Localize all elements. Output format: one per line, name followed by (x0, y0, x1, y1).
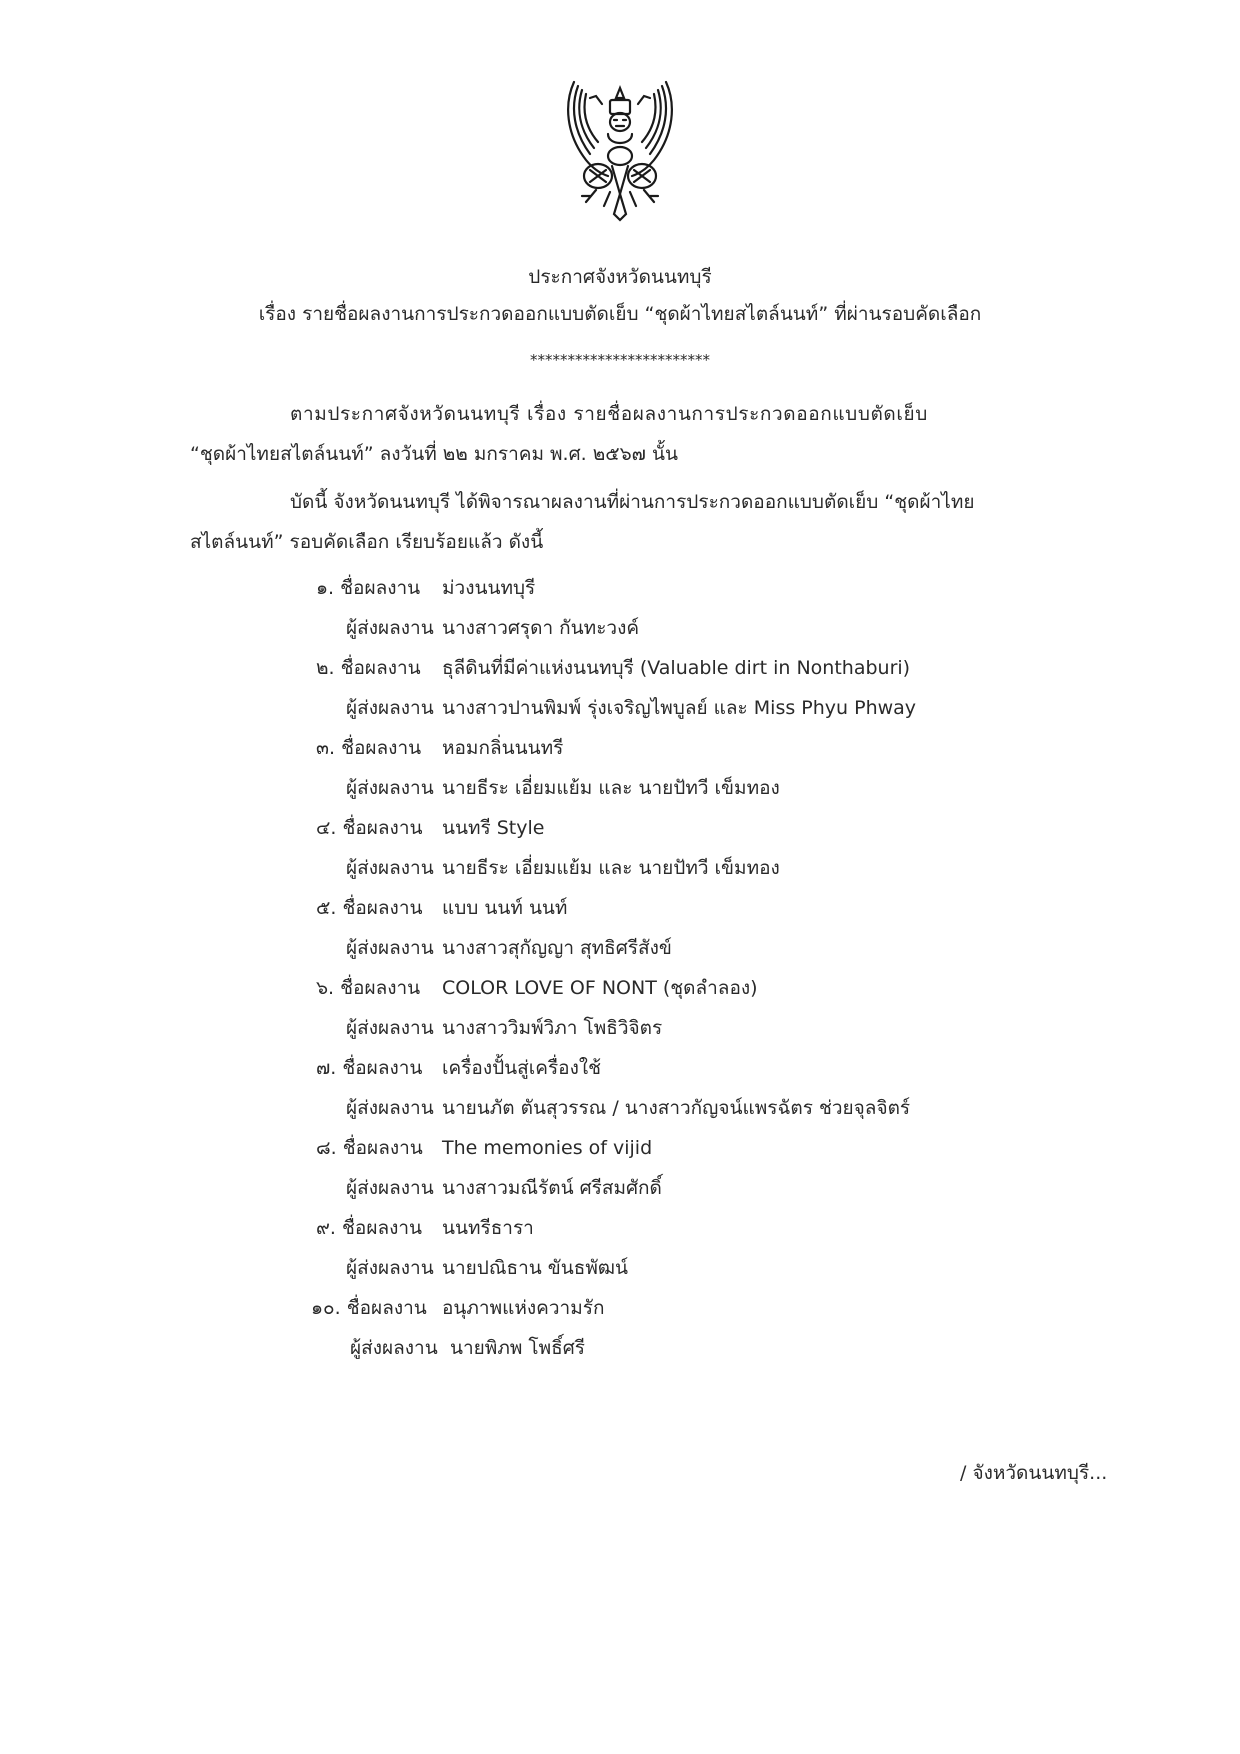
entry-submitter-name: นายพิภพ โพธิ์ศรี (450, 1337, 585, 1359)
submitter-label: ผู้ส่งผลงาน (350, 1337, 438, 1359)
entry-work-title: The memonies of vijid (442, 1137, 653, 1159)
entry-submitter-name: นายนภัต ตันสุวรรณ / นางสาวกัญจน์แพรฉัตร ช่วยจุลจิตร์ (442, 1097, 911, 1119)
submitter-label: ผู้ส่งผลงาน (346, 617, 434, 639)
entry-work-title: ม่วงนนทบุรี (442, 577, 536, 599)
entry-work-title: COLOR LOVE OF NONT (ชุดลำลอง) (442, 977, 758, 999)
entry-number-label: ๔. ชื่อผลงาน (316, 817, 423, 839)
entry-submitter-name: นายธีระ เอี่ยมแย้ม และ นายปัทวี เข็มทอง (442, 777, 780, 799)
entry-submitter-name: นางสาวปานพิมพ์ รุ่งเจริญไพบูลย์ และ Miss Phyu Phway (442, 697, 917, 719)
entry-work-title: แบบ นนท์ นนท์ (442, 897, 568, 919)
submitter-label: ผู้ส่งผลงาน (346, 1017, 434, 1039)
submitter-label: ผู้ส่งผลงาน (346, 1177, 434, 1199)
paragraph-result (190, 482, 1124, 562)
entry-number-label: ๙. ชื่อผลงาน (316, 1217, 423, 1239)
entry-work-title: นนทรี Style (442, 817, 545, 839)
entry-number-label: ๗. ชื่อผลงาน (316, 1057, 423, 1079)
submitter-label: ผู้ส่งผลงาน (346, 857, 434, 879)
entry-work-title: นนทรีธารา (442, 1217, 534, 1239)
entry-number-label: ๓. ชื่อผลงาน (316, 737, 422, 759)
separator: ************************ (530, 351, 710, 369)
submitter-label: ผู้ส่งผลงาน (346, 777, 434, 799)
entry-submitter-name: นางสาวมณีรัตน์ ศรีสมศักดิ์ (442, 1177, 662, 1199)
entry-submitter-name: นางสาววิมพ์วิภา โพธิวิจิตร (442, 1017, 663, 1039)
entry-work-title: เครื่องปั้นสู่เครื่องใช้ (442, 1057, 602, 1079)
paragraph-reference-line2: “ชุดผ้าไทยสไตล์นนท์” ลงวันที่ ๒๒ มกราคม พ.ศ. ๒๕๖๗ นั้น (190, 443, 678, 465)
paragraph-result-line2: สไตล์นนท์” รอบคัดเลือก เรียบร้อยแล้ว ดังนี้ (190, 531, 544, 553)
paragraph-result-line1: บัดนี้ จังหวัดนนทบุรี ได้พิจารณาผลงานที่ผ่านการประกวดออกแบบตัดเย็บ “ชุดผ้าไทย (290, 491, 975, 513)
entry-number-label: ๘. ชื่อผลงาน (316, 1137, 423, 1159)
paragraph-reference (190, 394, 1124, 474)
entry-submitter-name: นายปณิธาน ขันธพัฒน์ (442, 1257, 629, 1279)
entry-number-label: ๑๐. ชื่อผลงาน (311, 1297, 427, 1319)
entry-submitter-name: นายธีระ เอี่ยมแย้ม และ นายปัทวี เข็มทอง (442, 857, 780, 879)
entry-work-title: ธุลีดินที่มีค่าแห่งนนทบุรี (Valuable dirt in Nonthaburi) (442, 657, 911, 679)
entry-work-title: หอมกลิ่นนนทรี (442, 737, 564, 759)
submitter-label: ผู้ส่งผลงาน (346, 1097, 434, 1119)
entry-number-label: ๕. ชื่อผลงาน (316, 897, 423, 919)
submitter-label: ผู้ส่งผลงาน (346, 937, 434, 959)
entry-submitter-name: นางสาวศรุดา กันทะวงค์ (442, 617, 640, 639)
garuda-emblem-icon (560, 74, 680, 224)
entry-number-label: ๒. ชื่อผลงาน (316, 657, 421, 679)
entry-number-label: ๖. ชื่อผลงาน (316, 977, 421, 999)
submitter-label: ผู้ส่งผลงาน (346, 697, 434, 719)
entry-work-title: อนุภาพแห่งความรัก (442, 1297, 605, 1319)
page-continuation: / จังหวัดนนทบุรี... (960, 1462, 1108, 1484)
entry-number-label: ๑. ชื่อผลงาน (316, 577, 421, 599)
submitter-label: ผู้ส่งผลงาน (346, 1257, 434, 1279)
announcement-heading: ประกาศจังหวัดนนทบุรี (528, 266, 712, 288)
announcement-subject: เรื่อง รายชื่อผลงานการประกวดออกแบบตัดเย็บ “ชุดผ้าไทยสไตล์นนท์” ที่ผ่านรอบคัดเลือก (258, 303, 982, 325)
entry-submitter-name: นางสาวสุกัญญา สุทธิศรีสังข์ (442, 937, 672, 959)
paragraph-reference-line1: ตามประกาศจังหวัดนนทบุรี เรื่อง รายชื่อผลงานการประกวดออกแบบตัดเย็บ (290, 403, 928, 425)
